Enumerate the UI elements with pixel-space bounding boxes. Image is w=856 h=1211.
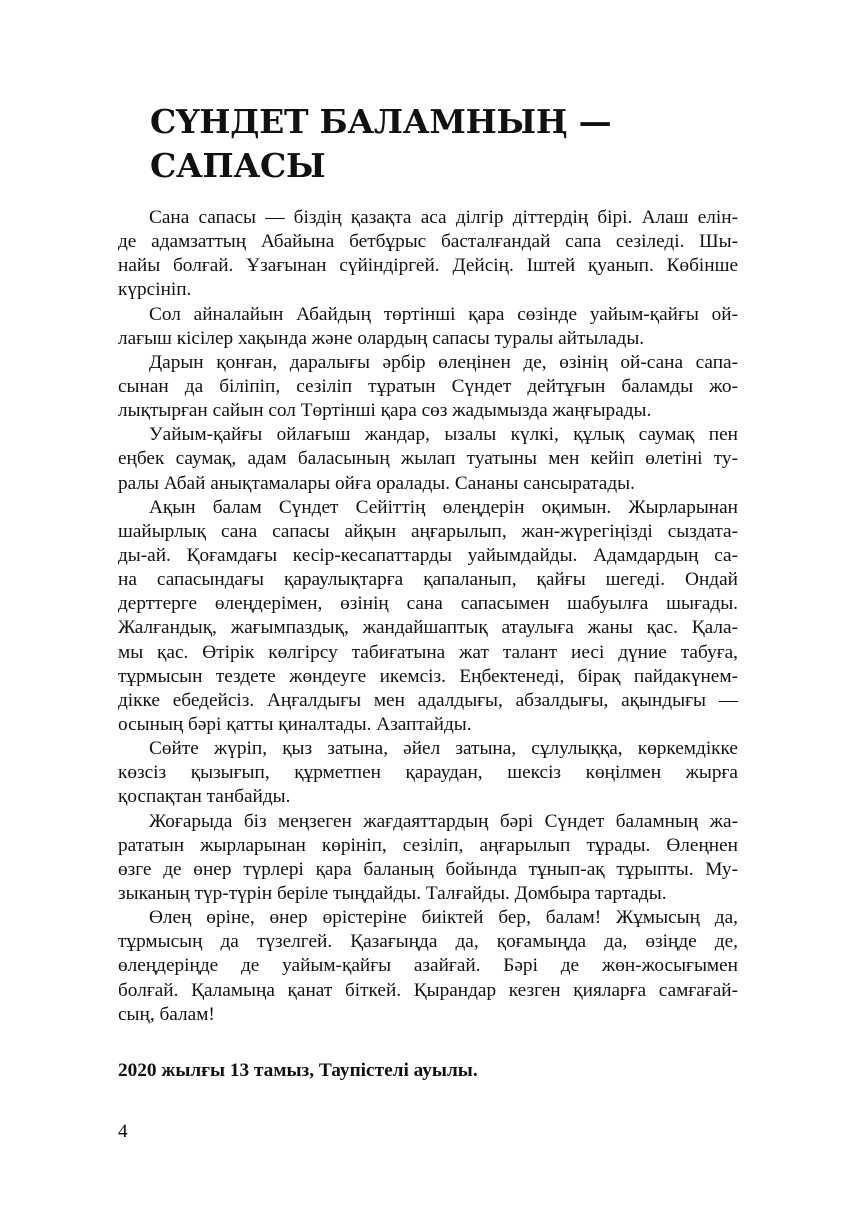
paragraph-line: рататын жырларынан көрініп, сезіліп, аңғарылып тұрады. Өлеңнен	[118, 834, 738, 856]
chapter-title-line: САПАСЫ	[150, 146, 326, 185]
paragraph-line: дерттерге өлеңдерімен, өзінің сана сапасымен шабуылға шығады.	[118, 593, 738, 615]
chapter-title	[150, 100, 750, 188]
paragraph-line: Уайым-қайғы ойлағыш жандар, ызалы күлкі, құлық саумақ пен	[149, 424, 738, 446]
paragraph-line: лықтырған сайын сол Төртінші қара сөз жадымызда жаңғырады.	[118, 400, 652, 422]
date-place-signature: 2020 жылғы 13 тамыз, Таупістелі ауылы.	[118, 1060, 478, 1081]
paragraph-line: еңбек саумақ, адам баласының жылап туатыны мен кейіп өлетіні ту-	[118, 448, 738, 470]
paragraph-line: Ақын балам Сүндет Сейіттің өлеңдерін оқимын. Жырларынан	[149, 496, 738, 518]
paragraph-line: лағыш кісілер хақында және олардың сапасы туралы айтылады.	[118, 327, 645, 349]
paragraph-line: Сана сапасы — біздің қазақта аса ділгір діттердің бірі. Алаш елін-	[149, 207, 738, 228]
paragraph-line: ралы Абай анықтамалары ойға оралады. Сананы сансыратады.	[118, 472, 635, 494]
paragraph-line: Дарын қонған, даралығы әрбір өлеңінен де, өзінің ой-сана сапа-	[149, 351, 738, 373]
paragraph-line: Сол айналайын Абайдың төртінші қара сөзінде уайым-қайғы ой-	[149, 303, 738, 325]
paragraph	[118, 737, 738, 809]
chapter-title-line: СҮНДЕТ БАЛАМНЫҢ —	[150, 102, 612, 141]
paragraph-line: осының бәрі қатты қиналтады. Азаптайды.	[118, 713, 472, 735]
paragraph-line: Өлең өріне, өнер өрістеріне биіктей бер, балам! Жұмысың да,	[149, 907, 738, 929]
paragraph-line: өлеңдеріңде де уайым-қайғы азайғай. Бәрі де жөн-жосығымен	[118, 955, 738, 977]
paragraph-line: на сапасындағы қараулықтарға қапаланып, қайғы шегеді. Ондай	[118, 569, 738, 591]
paragraph	[118, 423, 738, 495]
body-text	[118, 206, 738, 1027]
paragraph	[118, 496, 738, 737]
paragraph-line: болғай. Қаламыңа қанат біткей. Қырандар кезген қияларға самғағай-	[118, 979, 738, 1001]
paragraph-line: дікке ебедейсіз. Аңғалдығы мен адалдығы, абзалдығы, ақындығы —	[118, 689, 738, 711]
paragraph	[118, 810, 738, 907]
paragraph-line: күрсініп.	[118, 279, 192, 301]
paragraph-line: көзсіз қызығып, құрметпен қараудан, шексіз көңілмен жырға	[118, 762, 738, 784]
paragraph-line: тұрмысын тездете жөндеуге икемсіз. Еңбектенеді, бірақ пайдакүнем-	[118, 665, 738, 687]
paragraph-line: Сөйте жүріп, қыз затына, әйел затына, сұлулыққа, көркемдікке	[149, 738, 738, 760]
paragraph	[118, 351, 738, 423]
paragraph-line: тұрмысың да түзелгей. Қазағыңда да, қоғамыңда да, өзіңде де,	[118, 931, 738, 953]
paragraph-line: де адамзаттың Абайына бетбұрыс басталғандай сапа сезіледі. Шы-	[118, 231, 738, 253]
paragraph-line: сың, балам!	[118, 1003, 215, 1025]
paragraph-line: қоспақтан танбайды.	[118, 786, 291, 808]
page-number: 4	[118, 1121, 128, 1142]
paragraph	[118, 206, 738, 303]
paragraph-line: мы қас. Өтірік көлгірсу табиғатына жат талант иесі дүние табуға,	[118, 641, 738, 663]
paragraph-line: Жалғандық, жағымпаздық, жандайшаптық атаулыға жаны қас. Қала-	[118, 617, 738, 639]
paragraph	[118, 303, 738, 351]
paragraph-line: найы болғай. Ұзағынан сүйіндіргей. Дейсің. Іштей қуанып. Көбінше	[118, 255, 738, 277]
paragraph	[118, 906, 738, 1027]
paragraph-line: шайырлық сана сапасы айқын аңғарылып, жан-жүрегіңізді сыздата-	[118, 520, 738, 542]
paragraph-line: өзге де өнер түрлері қара баланың бойында тұнып-ақ тұрыпты. Му-	[118, 858, 738, 880]
paragraph-line: сынан да біліпіп, сезіліп тұратын Сүндет дейтұғын баламды жо-	[118, 375, 738, 397]
paragraph-line: зыканың түр-түрін беріле тыңдайды. Талғайды. Домбыра тартады.	[118, 882, 667, 904]
paragraph-line: ды-ай. Қоғамдағы кесір-кесапаттарды уайымдайды. Адамдардың са-	[118, 544, 738, 566]
paragraph-line: Жоғарыда біз меңзеген жағдаяттардың бәрі Сүндет баламның жа-	[149, 810, 738, 832]
